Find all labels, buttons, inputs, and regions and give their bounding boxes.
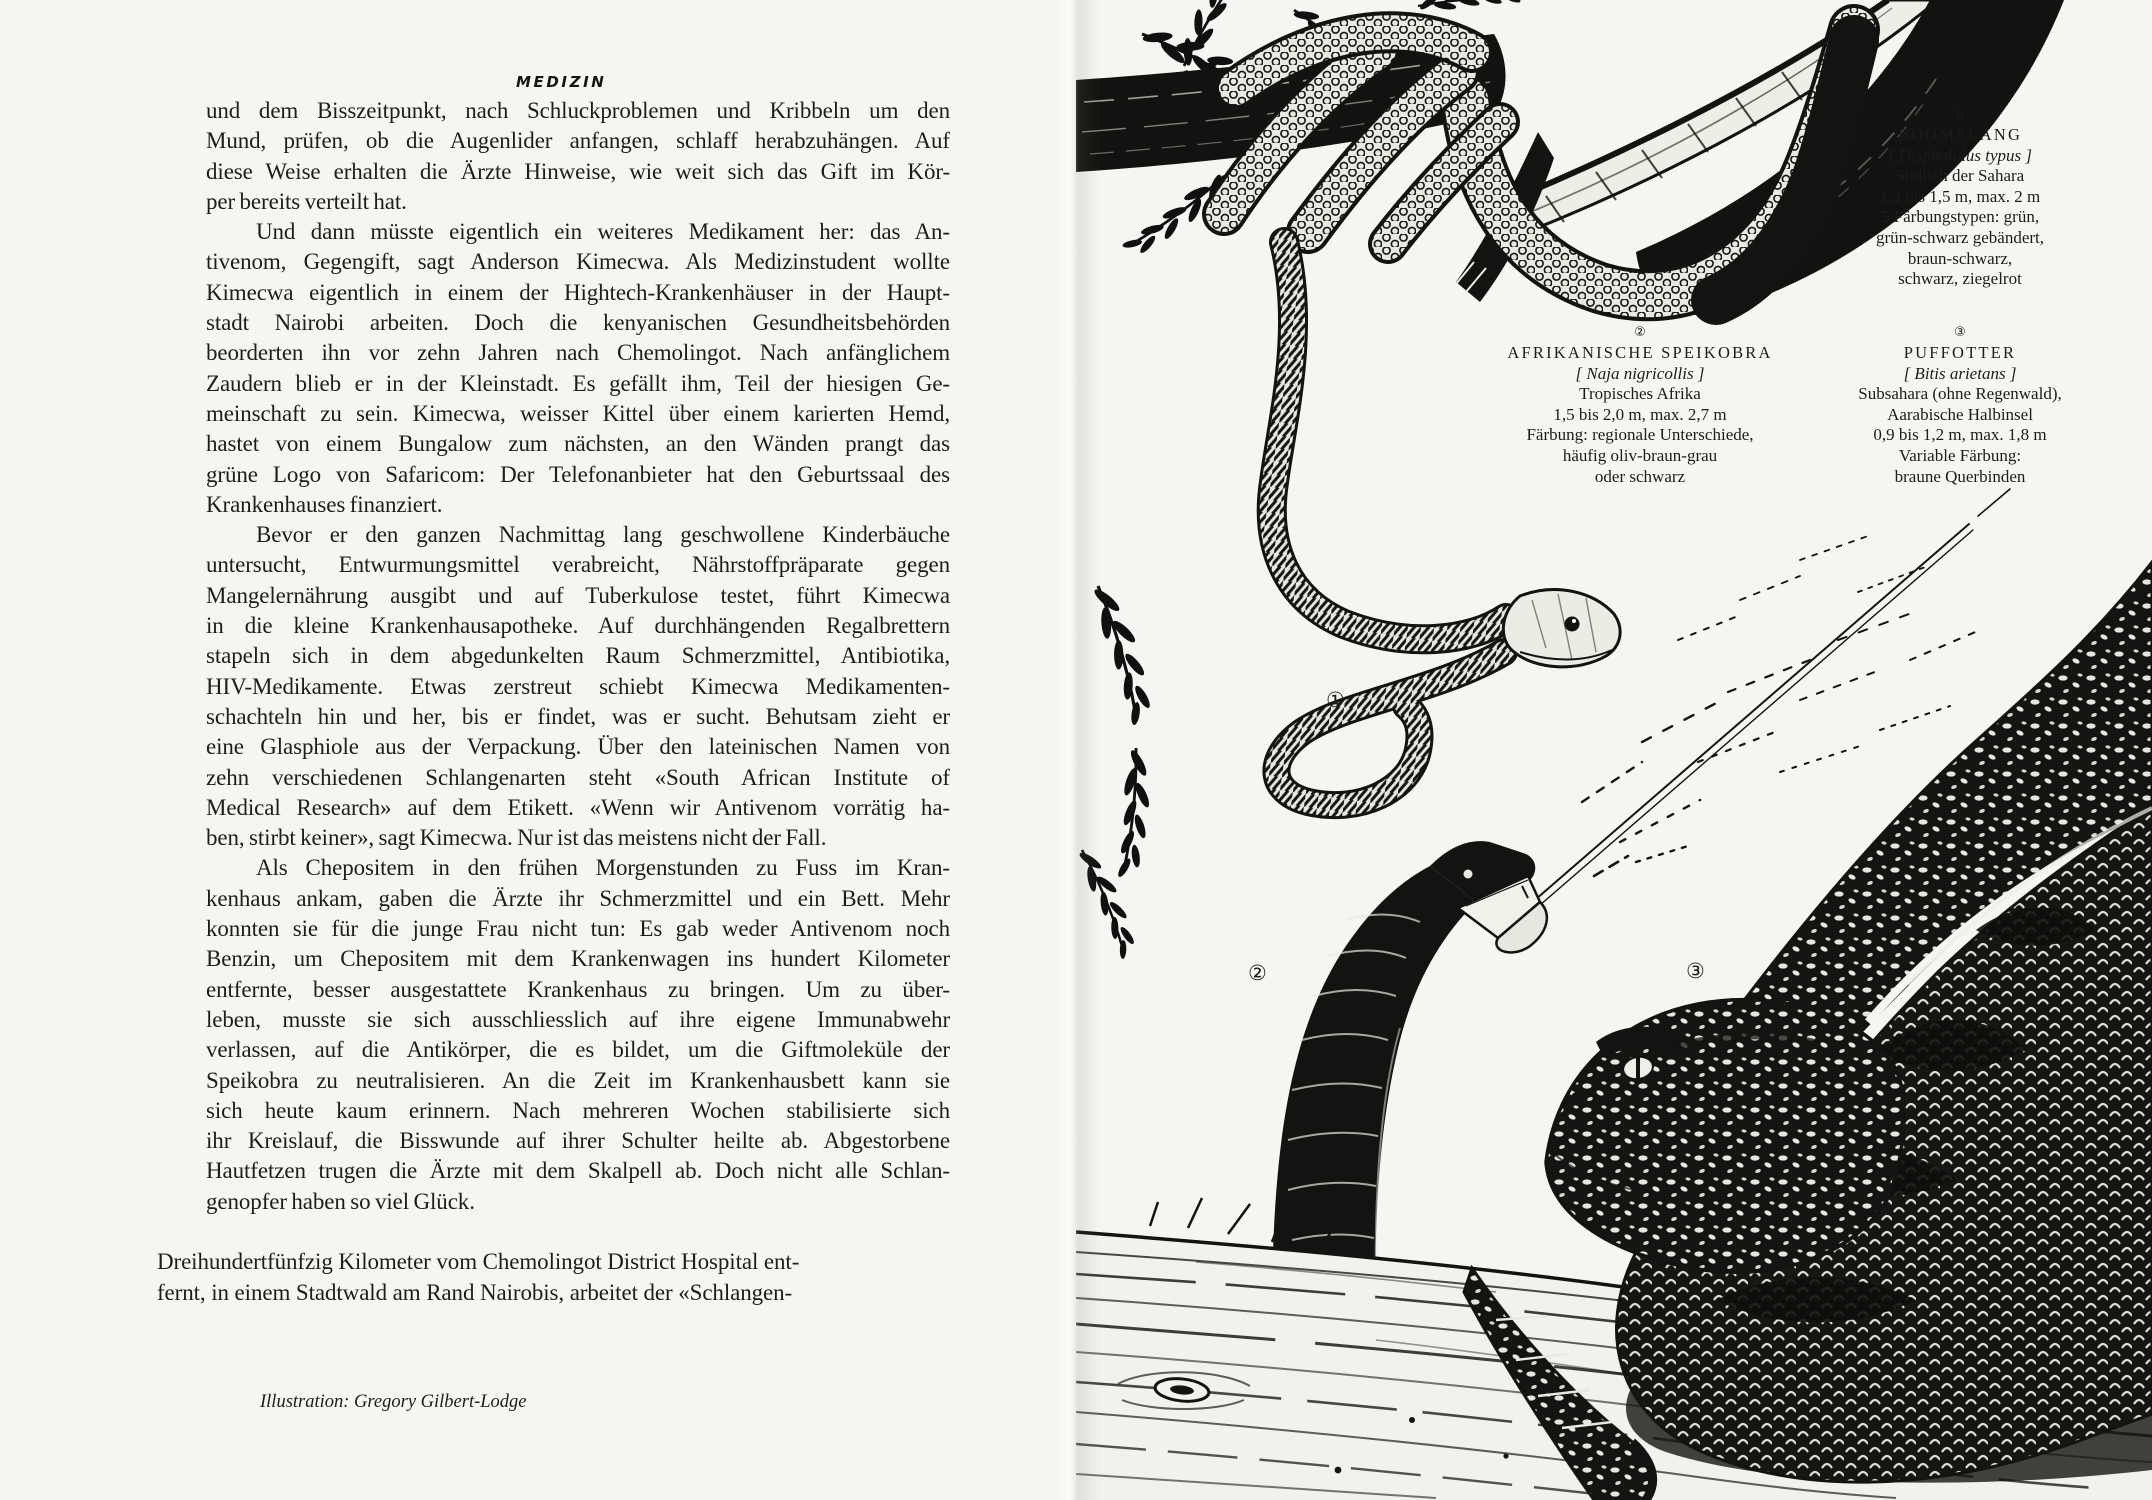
figure-detail-line: Färbung: regionale Unterschiede, <box>1526 425 1754 445</box>
text-line: Zaudern blieb er in der Kleinstadt. Es gefällt ihm, Teil der hiesigen Ge- <box>206 370 950 396</box>
figure-detail-line: häufig oliv-braun-grau <box>1562 445 1718 465</box>
illustration-credit: Illustration: Gregory Gilbert-Lodge <box>260 1392 527 1412</box>
text-line: Kimecwa eigentlich in einem der Hightech-Krankenhäuser in der Haupt- <box>206 279 950 305</box>
text-line: stadt Nairobi arbeiten. Doch die kenyanischen Gesundheitsbehörden <box>206 310 950 336</box>
figure-marker-icon: ① <box>1954 107 1966 122</box>
paragraph <box>206 217 950 520</box>
figure-latin-name: [ Dispholidus typus ] <box>1887 145 2033 165</box>
illustration-marker-3: ③ <box>1686 959 1705 983</box>
text-line: schachteln hin und her, bis er findet, was er sucht. Behutsam zieht er <box>206 703 950 729</box>
text-line: HIV-Medikamente. Etwas zerstreut schiebt Kimecwa Medikamenten- <box>206 673 950 699</box>
figure-label-puffotter <box>1806 324 2114 487</box>
figure-detail-line: 5 Färbungstypen: grün, <box>1880 207 2040 227</box>
text-line: Bevor er den ganzen Nachmittag lang geschwollene Kinderbäuche <box>256 522 950 548</box>
figure-name: BOOMSLANG <box>1897 125 2023 144</box>
paragraph <box>206 520 950 853</box>
text-line: untersucht, Entwurmungsmittel verabreicht, Nährstoffpräparate gegen <box>206 552 950 578</box>
figure-detail-line: schwarz, ziegelrot <box>1898 269 2022 289</box>
text-line: in die kleine Krankenhausapotheke. Auf durchhängenden Regalbrettern <box>206 613 950 639</box>
text-line: und dem Bisszeitpunkt, nach Schluckproblemen und Kribbeln um den <box>206 98 950 123</box>
figure-marker-icon: ② <box>1634 325 1646 340</box>
text-line: tivenom, Gegengift, sagt Anderson Kimecwa. Als Medizinstudent wollte <box>206 249 950 275</box>
figure-latin-name: [ Bitis arietans ] <box>1903 363 2017 383</box>
body-copy <box>206 96 950 1217</box>
paragraph <box>206 853 950 1217</box>
text-line: Mangelernährung ausgibt und auf Tuberkulose testet, führt Kimecwa <box>206 582 950 608</box>
section-kicker: MEDIZIN <box>516 73 607 91</box>
text-line: genopfer haben so viel Glück. <box>206 1188 475 1214</box>
text-line: ben, stirbt keiner», sagt Kimecwa. Nur ist das meistens nicht der Fall. <box>206 825 827 851</box>
figure-detail-line: 1,2 bis 1,5 m, max. 2 m <box>1879 186 2041 206</box>
figure-marker-icon: ③ <box>1954 325 1966 340</box>
figure-detail-line: grün-schwarz gebändert, <box>1875 227 2045 247</box>
text-line: leben, musste sie sich ausschliesslich auf ihre eigene Immunabwehr <box>206 1006 950 1032</box>
text-line: grüne Logo von Safaricom: Der Telefonanbieter hat den Geburtssaal des <box>206 461 950 487</box>
text-line: zehn verschiedenen Schlangenarten steht «South African Institute of <box>206 764 950 790</box>
text-line: Als Chepositem in den frühen Morgenstunden zu Fuss im Kran- <box>256 855 950 881</box>
text-line: diese Weise erhalten die Ärzte Hinweise, wie weit sich das Gift im Kör- <box>206 158 950 184</box>
illustration-marker-1: ① <box>1326 688 1345 712</box>
text-line: Hautfetzen trugen die Ärzte mit dem Skalpell ab. Doch nicht alle Schlan- <box>206 1158 950 1184</box>
figure-detail-line: Aarabische Halbinsel <box>1887 404 2033 424</box>
text-line: entfernte, besser ausgestattete Krankenhaus zu bringen. Um zu über- <box>206 976 950 1002</box>
figure-detail-line: Subsahara (ohne Regenwald), <box>1858 384 2062 404</box>
text-line: Und dann müsste eigentlich ein weiteres Medikament her: das An- <box>256 219 950 245</box>
figure-details <box>1810 166 2110 290</box>
figure-detail-line: braun-schwarz, <box>1907 248 2013 268</box>
figure-detail-line: Tropisches Afrika <box>1579 384 1701 404</box>
figure-label-speikobra <box>1484 324 1796 487</box>
text-line: ihr Kreislauf, die Bisswunde auf ihrer Schulter heilte ab. Abgestorbene <box>206 1128 950 1154</box>
paragraph <box>206 96 950 217</box>
text-line: Benzin, um Chepositem mit dem Krankenwagen ins hundert Kilometer <box>206 946 950 972</box>
spitting-cobra-illustration <box>1272 841 1547 1294</box>
figure-details <box>1484 384 1796 487</box>
figure-detail-line: oder schwarz <box>1594 466 1686 486</box>
text-line: eine Glasphiole aus der Verpackung. Über den lateinischen Namen von <box>206 734 950 760</box>
text-line: Krankenhauses finanziert. <box>206 491 443 517</box>
text-line: per bereits verteilt hat. <box>206 188 407 214</box>
figure-label-boomslang <box>1810 106 2110 290</box>
text-line: meinschaft zu sein. Kimecwa, weisser Kittel über einem karierten Hemd, <box>206 400 950 426</box>
text-line: Medical Research» auf dem Etikett. «Wenn wir Antivenom vorrätig ha- <box>206 794 950 820</box>
text-line: Dreihundertfünfzig Kilometer vom Chemolingot District Hospital ent- <box>157 1249 800 1274</box>
figure-name: AFRIKANISCHE SPEIKOBRA <box>1507 343 1773 362</box>
figure-latin-name: [ Naja nigricollis ] <box>1575 363 1705 383</box>
figure-detail-line: 1,5 bis 2,0 m, max. 2,7 m <box>1553 404 1727 424</box>
text-line: Mund, prüfen, ob die Augenlider anfangen, schlaff herabzuhängen. Auf <box>206 128 950 154</box>
illustration-marker-2: ② <box>1248 961 1267 985</box>
figure-detail-line: Südlich der Sahara <box>1895 166 2025 186</box>
text-line: sich heute kaum erinnern. Nach mehreren Wochen stabilisierte sich <box>206 1097 950 1123</box>
text-line: kenhaus ankam, gaben die Ärzte ihr Schmerzmittel und ein Bett. Mehr <box>206 885 950 911</box>
text-line: stapeln sich in dem abgedunkelten Raum Schmerzmittel, Antibiotika, <box>206 643 950 669</box>
text-line: beorderten ihn vor zehn Jahren nach Chemolingot. Nach anfänglichem <box>206 340 950 366</box>
figure-detail-line: braune Querbinden <box>1894 466 2026 486</box>
text-line: hastet von einem Bungalow zum nächsten, an den Wänden prangt das <box>206 431 950 457</box>
text-line: konnten sie für die junge Frau nicht tun: Es gab weder Antivenom noch <box>206 916 950 942</box>
text-line: fernt, in einem Stadtwald am Rand Nairobis, arbeitet der «Schlangen- <box>157 1279 793 1305</box>
figure-details <box>1806 384 2114 487</box>
text-line: Speikobra zu neutralisieren. An die Zeit im Krankenhausbett kann sie <box>206 1067 950 1093</box>
text-line: verlassen, auf die Antikörper, die es bildet, um die Giftmoleküle der <box>206 1037 950 1063</box>
closing-paragraph <box>157 1247 937 1308</box>
figure-name: PUFFOTTER <box>1903 343 2017 362</box>
figure-detail-line: Variable Färbung: <box>1898 445 2022 465</box>
figure-detail-line: 0,9 bis 1,2 m, max. 1,8 m <box>1873 425 2047 445</box>
